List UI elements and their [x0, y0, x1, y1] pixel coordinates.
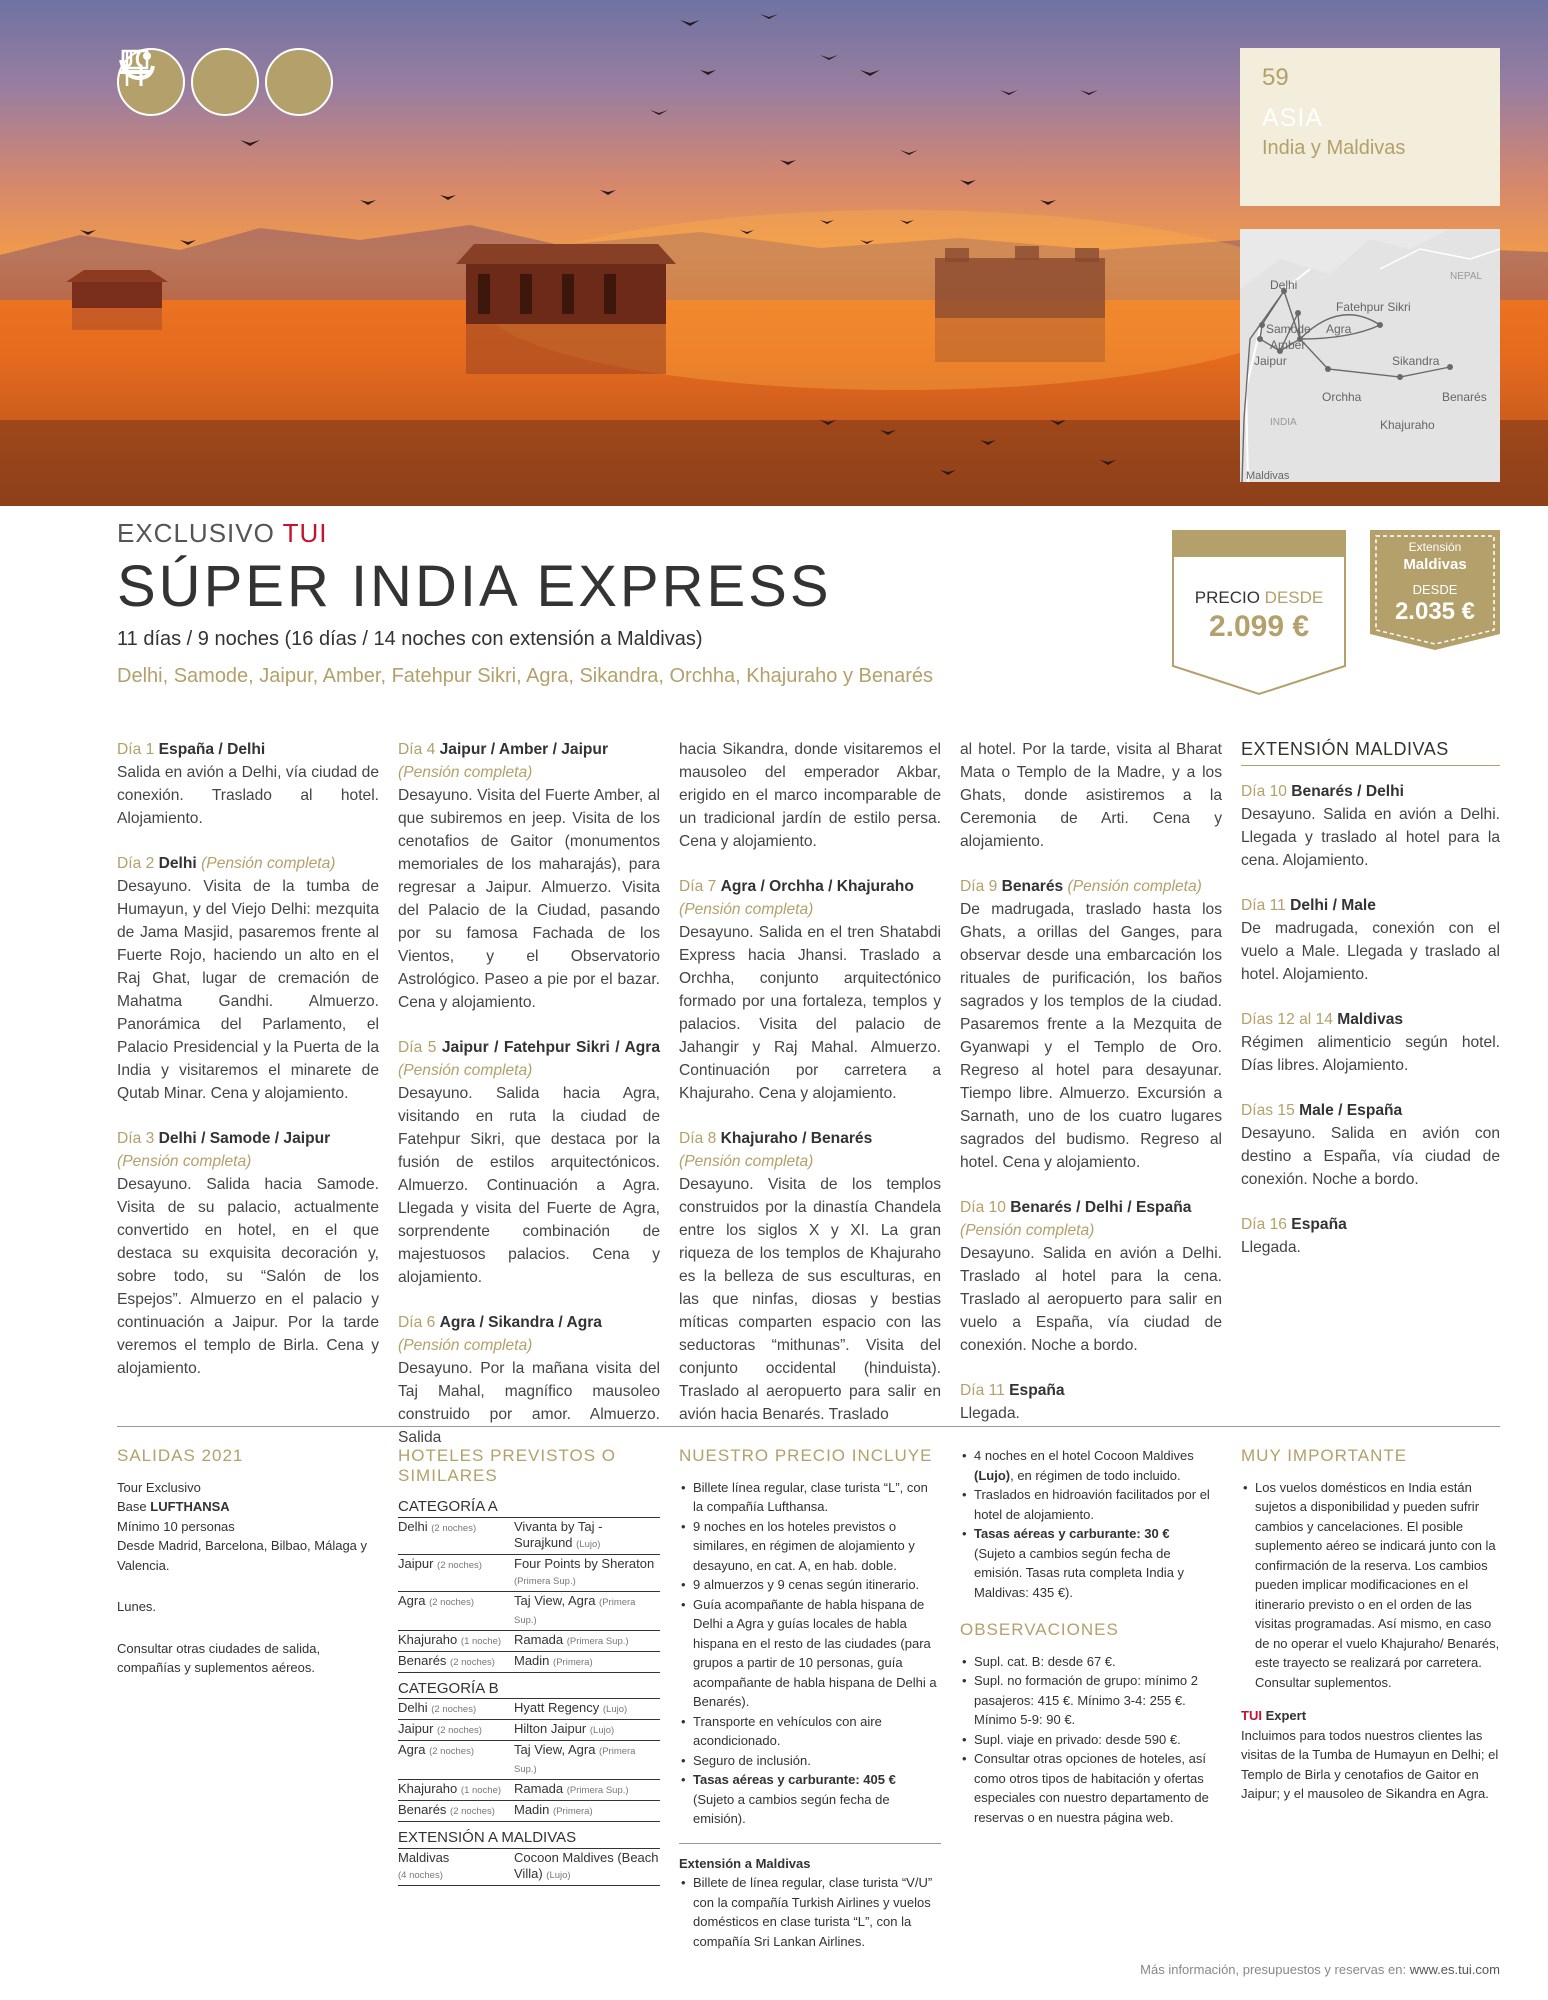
- exclusivo-line: [117, 518, 933, 549]
- cat-a-heading: CATEGORÍA A: [398, 1498, 498, 1515]
- map-label-orchha: Orchha: [1322, 390, 1362, 404]
- observacion-item: • Supl. viaje en privado: desde 590 €.: [960, 1730, 1222, 1750]
- tui-expert-heading: TUI Expert: [1241, 1708, 1307, 1723]
- extension-day: Días 12 al 14 Maldivas Régimen alimenticio según hotel. Días libres. Alojamiento.: [1241, 1011, 1500, 1074]
- hotel-row: Benarés (2 noches) Madin (Primera): [398, 1800, 660, 1822]
- minimo: Mínimo 10 personas: [117, 1518, 235, 1534]
- incluye-item: • 9 noches en los hoteles previstos o similares, en régimen de alojamiento y desayuno, en cat. A, en hab. doble.: [679, 1517, 941, 1576]
- extension-day: Días 15 Male / España Desayuno. Salida en avión con destino a España, vía ciudad de conexión. Noche a bordo.: [1241, 1102, 1500, 1188]
- incluye-tasas: • Tasas aéreas y carburante: 30 € (Sujeto a cambios según fecha de emisión. Tasas ruta completa India y Maldivas: 435 €).: [960, 1524, 1222, 1602]
- itinerary-day: Día 8 Khajuraho / Benarés (Pensión completa) Desayuno. Visita de los templos construidos por la dinastía Chandela entre los siglos X y XI. La gran riqueza de los templos de Khajuraho es la belleza de sus esculturas, en las que ninfas, diosas y bestias míticas comparten espacio con las seductoras “mithunas”. Visita del conjunto occidental (hinduista). Traslado al aeropuerto para salir en avión hacia Benarés. Traslado: [679, 1130, 941, 1423]
- map-label-samode: Samode: [1266, 322, 1311, 336]
- cat-b-table: [398, 1698, 660, 1822]
- itinerary-day: Día 10 Benarés / Delhi / España (Pensión completa) Desayuno. Salida en avión a Delhi. Traslado al hotel para la cena. Traslado al aeropuerto para salir en vuelo a España, vía ciudad de conexión. Noche a bordo.: [960, 1199, 1222, 1354]
- hotel-row: Khajuraho (1 noche) Ramada (Primera Sup.): [398, 1630, 660, 1651]
- extension-day: Día 11 Delhi / Male De madrugada, conexión con el vuelo a Male. Llegada y traslado al hotel. Alojamiento.: [1241, 897, 1500, 983]
- itinerary-day: Día 9 Benarés (Pensión completa) De madrugada, traslado hasta los Ghats, a orillas del Ganges, para observar desde una embarcación los rituales de purificación, los baños sagrados y los templos de la ciudad. Pasaremos frente a la Mezquita de Gyanwapi y el Templo de Oro. Regreso al hotel para desayunar. Tiempo libre. Almuerzo. Excursión a Sarnath, uno de los cuatro lugares sagrados del budismo. Regreso al hotel. Cena y alojamiento.: [960, 878, 1222, 1171]
- hoteles-section: [398, 1446, 660, 1886]
- incluye-tasas: • Tasas aéreas y carburante: 405 € (Sujeto a cambios según fecha de emisión).: [679, 1770, 941, 1829]
- observaciones-section: [960, 1446, 1222, 1827]
- extension-col: [1241, 738, 1500, 1281]
- itinerary-day: Día 4 Jaipur / Amber / Jaipur (Pensión completa) Desayuno. Visita del Fuerte Amber, al que subiremos en jeep. Visita de los cenotafios de Gaitor (monumentos memoriales de los maharajás), para regresar a Jaipur. Almuerzo. Visita del Palacio de la Ciudad, pasando por su famosa Fachada de los Vientos, y el Observatorio Astrológico. Paseo a pie por el bazar. Cena y alojamiento.: [398, 741, 660, 1011]
- salidas-section: [117, 1446, 379, 1678]
- tui-smile-icon: [265, 48, 333, 116]
- map-label-jaipur: Jaipur: [1254, 354, 1287, 368]
- importante-item: • Los vuelos domésticos en India están sujetos a disponibilidad y pueden sufrir cambios y cancelaciones. El posible suplemento aéreo se indicará junto con la confirmación de la reserva. Los cambios pueden implicar modificaciones en el itinerario previsto o en el orden de las visitas programadas. Así mismo, en caso de no operar el vuelo Khajuraho/ Benarés, este trayecto se realizará por carretera. Consultar suplementos.: [1241, 1478, 1500, 1693]
- salidas-dias: Lunes.: [117, 1599, 157, 1614]
- itinerary-col-3: [679, 738, 941, 1448]
- price-label: PRECIO: [1194, 588, 1260, 607]
- itinerary-continuation: hacia Sikandra, donde visitaremos el mausoleo del emperador Akbar, erigido en el marco incomparable de un tradicional jardín de estilo persa. Cena y alojamiento.: [679, 741, 941, 850]
- incluye-ext-title: Extensión a Maldivas: [679, 1843, 941, 1874]
- extension-day: Día 10 Benarés / Delhi Desayuno. Salida en avión a Delhi. Llegada y traslado al hotel para la cena. Alojamiento.: [1241, 783, 1500, 869]
- section-divider: [117, 1426, 1500, 1427]
- map-label-amber: Amber: [1270, 338, 1306, 352]
- map-label-maldivas: Maldivas: [1246, 470, 1290, 482]
- itinerary-day: Día 3 Delhi / Samode / Jaipur (Pensión completa) Desayuno. Salida hacia Samode. Visita de su palacio, actualmente convertido en hotel, en el que destaca su exquisita decoración y, sobre todo, su “Salón de los Espejos”. Almuerzo en el palacio y continuación a Jaipur. Por la tarde veremos el templo de Birla. Cena y alojamiento.: [117, 1130, 379, 1377]
- footer-link[interactable]: www.es.tui.com: [1409, 1962, 1500, 1977]
- hotel-row: Jaipur (2 noches) Hilton Jaipur (Lujo): [398, 1719, 660, 1740]
- tour-type: Tour Exclusivo: [117, 1479, 201, 1495]
- cat-b-heading: CATEGORÍA B: [398, 1679, 499, 1697]
- map-label-sikandra: Sikandra: [1392, 354, 1440, 368]
- base-line: Base LUFTHANSA: [117, 1499, 230, 1514]
- salidas-consultar: Consultar otras ciudades de salida, compañías y suplementos aéreos.: [117, 1640, 321, 1675]
- observacion-item: • Supl. cat. B: desde 67 €.: [960, 1652, 1222, 1672]
- incluye-item: • 9 almuerzos y 9 cenas según itinerario.: [679, 1575, 941, 1595]
- itinerary-col-1: [117, 738, 379, 1402]
- title-block: [117, 518, 933, 688]
- footer-text: Más información, presupuestos y reservas en:: [1140, 1962, 1407, 1977]
- cat-a-table: [398, 1517, 660, 1673]
- page-number: 59: [1262, 64, 1289, 91]
- ext-hotel-heading: EXTENSIÓN A MALDIVAS: [398, 1829, 577, 1846]
- footer: [1140, 1962, 1500, 1977]
- itinerary-day: Día 6 Agra / Sikandra / Agra (Pensión completa) Desayuno. Por la mañana visita del Taj Mahal, magnífico mausoleo construido por amor. Almuerzo. Salida: [398, 1314, 660, 1446]
- map-label-nepal: NEPAL: [1450, 271, 1483, 282]
- observaciones-title: OBSERVACIONES: [960, 1620, 1119, 1639]
- incluye-item: • Transporte en vehículos con aire acondicionado.: [679, 1712, 941, 1751]
- feature-icons: [117, 48, 333, 116]
- page-title: SÚPER INDIA EXPRESS: [117, 554, 832, 619]
- importante-section: [1241, 1446, 1500, 1804]
- salidas-desde: Desde Madrid, Barcelona, Bilbao, Málaga y Valencia.: [117, 1538, 368, 1573]
- trip-duration: 11 días / 9 noches (16 días / 14 noches con extensión a Maldivas): [117, 628, 703, 650]
- tui-brand: TUI: [282, 518, 328, 548]
- price-desde: DESDE: [1264, 588, 1324, 607]
- itinerary-continuation: al hotel. Por la tarde, visita al Bharat Mata o Templo de la Madre, y a los Ghats, donde asistiremos a la Ceremonia de Arti. Cena y alojamiento.: [960, 741, 1222, 850]
- route-map: [1240, 229, 1500, 482]
- itinerary-col-2: [398, 738, 660, 1471]
- itinerary-col-4: [960, 738, 1222, 1447]
- fork-knife-icon: [191, 48, 259, 116]
- trip-cities: Delhi, Samode, Jaipur, Amber, Fatehpur Sikri, Agra, Sikandra, Orchha, Khajuraho y Benarés: [117, 665, 933, 687]
- hoteles-title: HOTELES PREVISTOS O SIMILARES: [398, 1446, 617, 1485]
- ext-label2: Maldivas: [1403, 556, 1467, 573]
- page-header-box: [1240, 48, 1500, 206]
- incluye-item: • Billete línea regular, clase turista “L”, con la compañía Lufthansa.: [679, 1478, 941, 1517]
- incluye-ext-item: • Billete de línea regular, clase turista “V/U” con la compañía Turkish Airlines y vuelos domésticos en clase turista “L”, con la compañía Sri Lankan Airlines.: [679, 1873, 941, 1951]
- tui-expert-text: Incluimos para todos nuestros clientes las visitas de la Tumba de Humayun en Delhi; el Templo de Birla y cenotafios de Gaitor en Jaipur; y el mausoleo de Sikandra en Agra.: [1241, 1727, 1499, 1801]
- map-label-khajuraho: Khajuraho: [1380, 418, 1435, 432]
- incluye-item: • Traslados en hidroavión facilitados por el hotel de alojamiento.: [960, 1485, 1222, 1524]
- map-label-benares: Benarés: [1442, 390, 1487, 404]
- observacion-item: • Supl. no formación de grupo: mínimo 2 pasajeros: 415 €. Mínimo 3-4: 255 €. Mínimo 5-9: 90 €.: [960, 1671, 1222, 1730]
- hotel-row: Khajuraho (1 noche) Ramada (Primera Sup.): [398, 1779, 660, 1800]
- ext-desde: DESDE: [1412, 582, 1458, 597]
- hotel-row: Delhi (2 noches) Vivanta by Taj - Surajkund (Lujo): [398, 1517, 660, 1554]
- salidas-title: SALIDAS 2021: [117, 1446, 244, 1465]
- itinerary-day: Día 7 Agra / Orchha / Khajuraho (Pensión completa) Desayuno. Salida en el tren Shatabdi Express hacia Jhansi. Traslado a Orchha, conjunto arquitectónico formado por una fortaleza, templos y palacios. Visita del palacio de Jahangir y Raj Mahal. Almuerzo. Continuación por carretera a Khajuraho. Cena y alojamiento.: [679, 878, 941, 1102]
- map-label-delhi: Delhi: [1270, 278, 1298, 292]
- ext-price-value: 2.035 €: [1394, 598, 1476, 625]
- map-label-agra: Agra: [1326, 322, 1352, 336]
- importante-title: MUY IMPORTANTE: [1241, 1446, 1408, 1465]
- itinerary-day: Día 2 Delhi (Pensión completa) Desayuno. Visita de la tumba de Humayun, y del Viejo Delhi: mezquita de Jama Masjid, pasaremos frente al Fuerte Rojo, haciendo un alto en el Raj Ghat, lugar de cremación de Mahatma Gandhi. Almuerzo. Panorámica del Parlamento, el Palacio Presidencial y la Puerta de la India y visitaremos el minarete de Qutab Minar. Cena y alojamiento.: [117, 855, 379, 1102]
- incluye-title: NUESTRO PRECIO INCLUYE: [679, 1446, 933, 1465]
- region-label: ASIA: [1262, 104, 1323, 132]
- incluye-section: [679, 1446, 941, 1951]
- extension-title: EXTENSIÓN MALDIVAS: [1241, 738, 1500, 766]
- hero-photo-jal-mahal: [0, 0, 1548, 506]
- hotel-row: Agra (2 noches) Taj View, Agra (Primera Sup.): [398, 1740, 660, 1779]
- map-label-fatehpur: Fatehpur Sikri: [1336, 300, 1411, 314]
- incluye-item: • Guía acompañante de habla hispana de Delhi a Agra y guías locales de habla hispana en el resto de las ciudades (para grupos a partir de 10 personas, guía acompañante de habla hispana de Delhi a Benarés).: [679, 1595, 941, 1712]
- itinerary-day: Día 1 España / Delhi Salida en avión a Delhi, vía ciudad de conexión. Traslado al hotel. Alojamiento.: [117, 741, 379, 827]
- observacion-item: • Consultar otras opciones de hoteles, así como otros tipos de habitación y ofertas especiales con nuestro departamento de reservas o en nuestra página web.: [960, 1749, 1222, 1827]
- incluye-item: • 4 noches en el hotel Cocoon Maldives (Lujo), en régimen de todo incluido.: [960, 1446, 1222, 1485]
- hotel-row: Agra (2 noches) Taj View, Agra (Primera Sup.): [398, 1591, 660, 1630]
- price-value: 2.099 €: [1208, 610, 1310, 643]
- hotel-row: Benarés (2 noches) Madin (Primera): [398, 1651, 660, 1673]
- hotel-row: Delhi (2 noches) Hyatt Regency (Lujo): [398, 1698, 660, 1719]
- hotel-row: Maldivas (4 noches) Cocoon Maldives (Beach Villa) (Lujo): [398, 1848, 660, 1886]
- ext-label1: Extensión: [1408, 540, 1462, 554]
- hotel-row: Jaipur (2 noches) Four Points by Sheraton (Primera Sup.): [398, 1554, 660, 1591]
- extension-price-badge: [1370, 530, 1500, 650]
- incluye-item: • Seguro de inclusión.: [679, 1751, 941, 1771]
- exclusivo-label: EXCLUSIVO: [117, 518, 275, 548]
- map-label-india: INDIA: [1270, 417, 1297, 428]
- itinerary-day: Día 5 Jaipur / Fatehpur Sikri / Agra (Pensión completa) Desayuno. Salida hacia Agra, visitando en ruta la ciudad de Fatehpur Sikri, que destaca por la fusión de estilos arquitectónicos. Almuerzo. Continuación a Agra. Llegada y visita del Fuerte de Agra, sorprendente combinación de majestuosos palacios. Cena y alojamiento.: [398, 1039, 660, 1286]
- price-badge: [1172, 530, 1346, 696]
- extension-day: Día 16 España Llegada.: [1241, 1216, 1347, 1256]
- itinerary-day: Día 11 España Llegada.: [960, 1382, 1065, 1422]
- subregion-label: India y Maldivas: [1262, 137, 1406, 159]
